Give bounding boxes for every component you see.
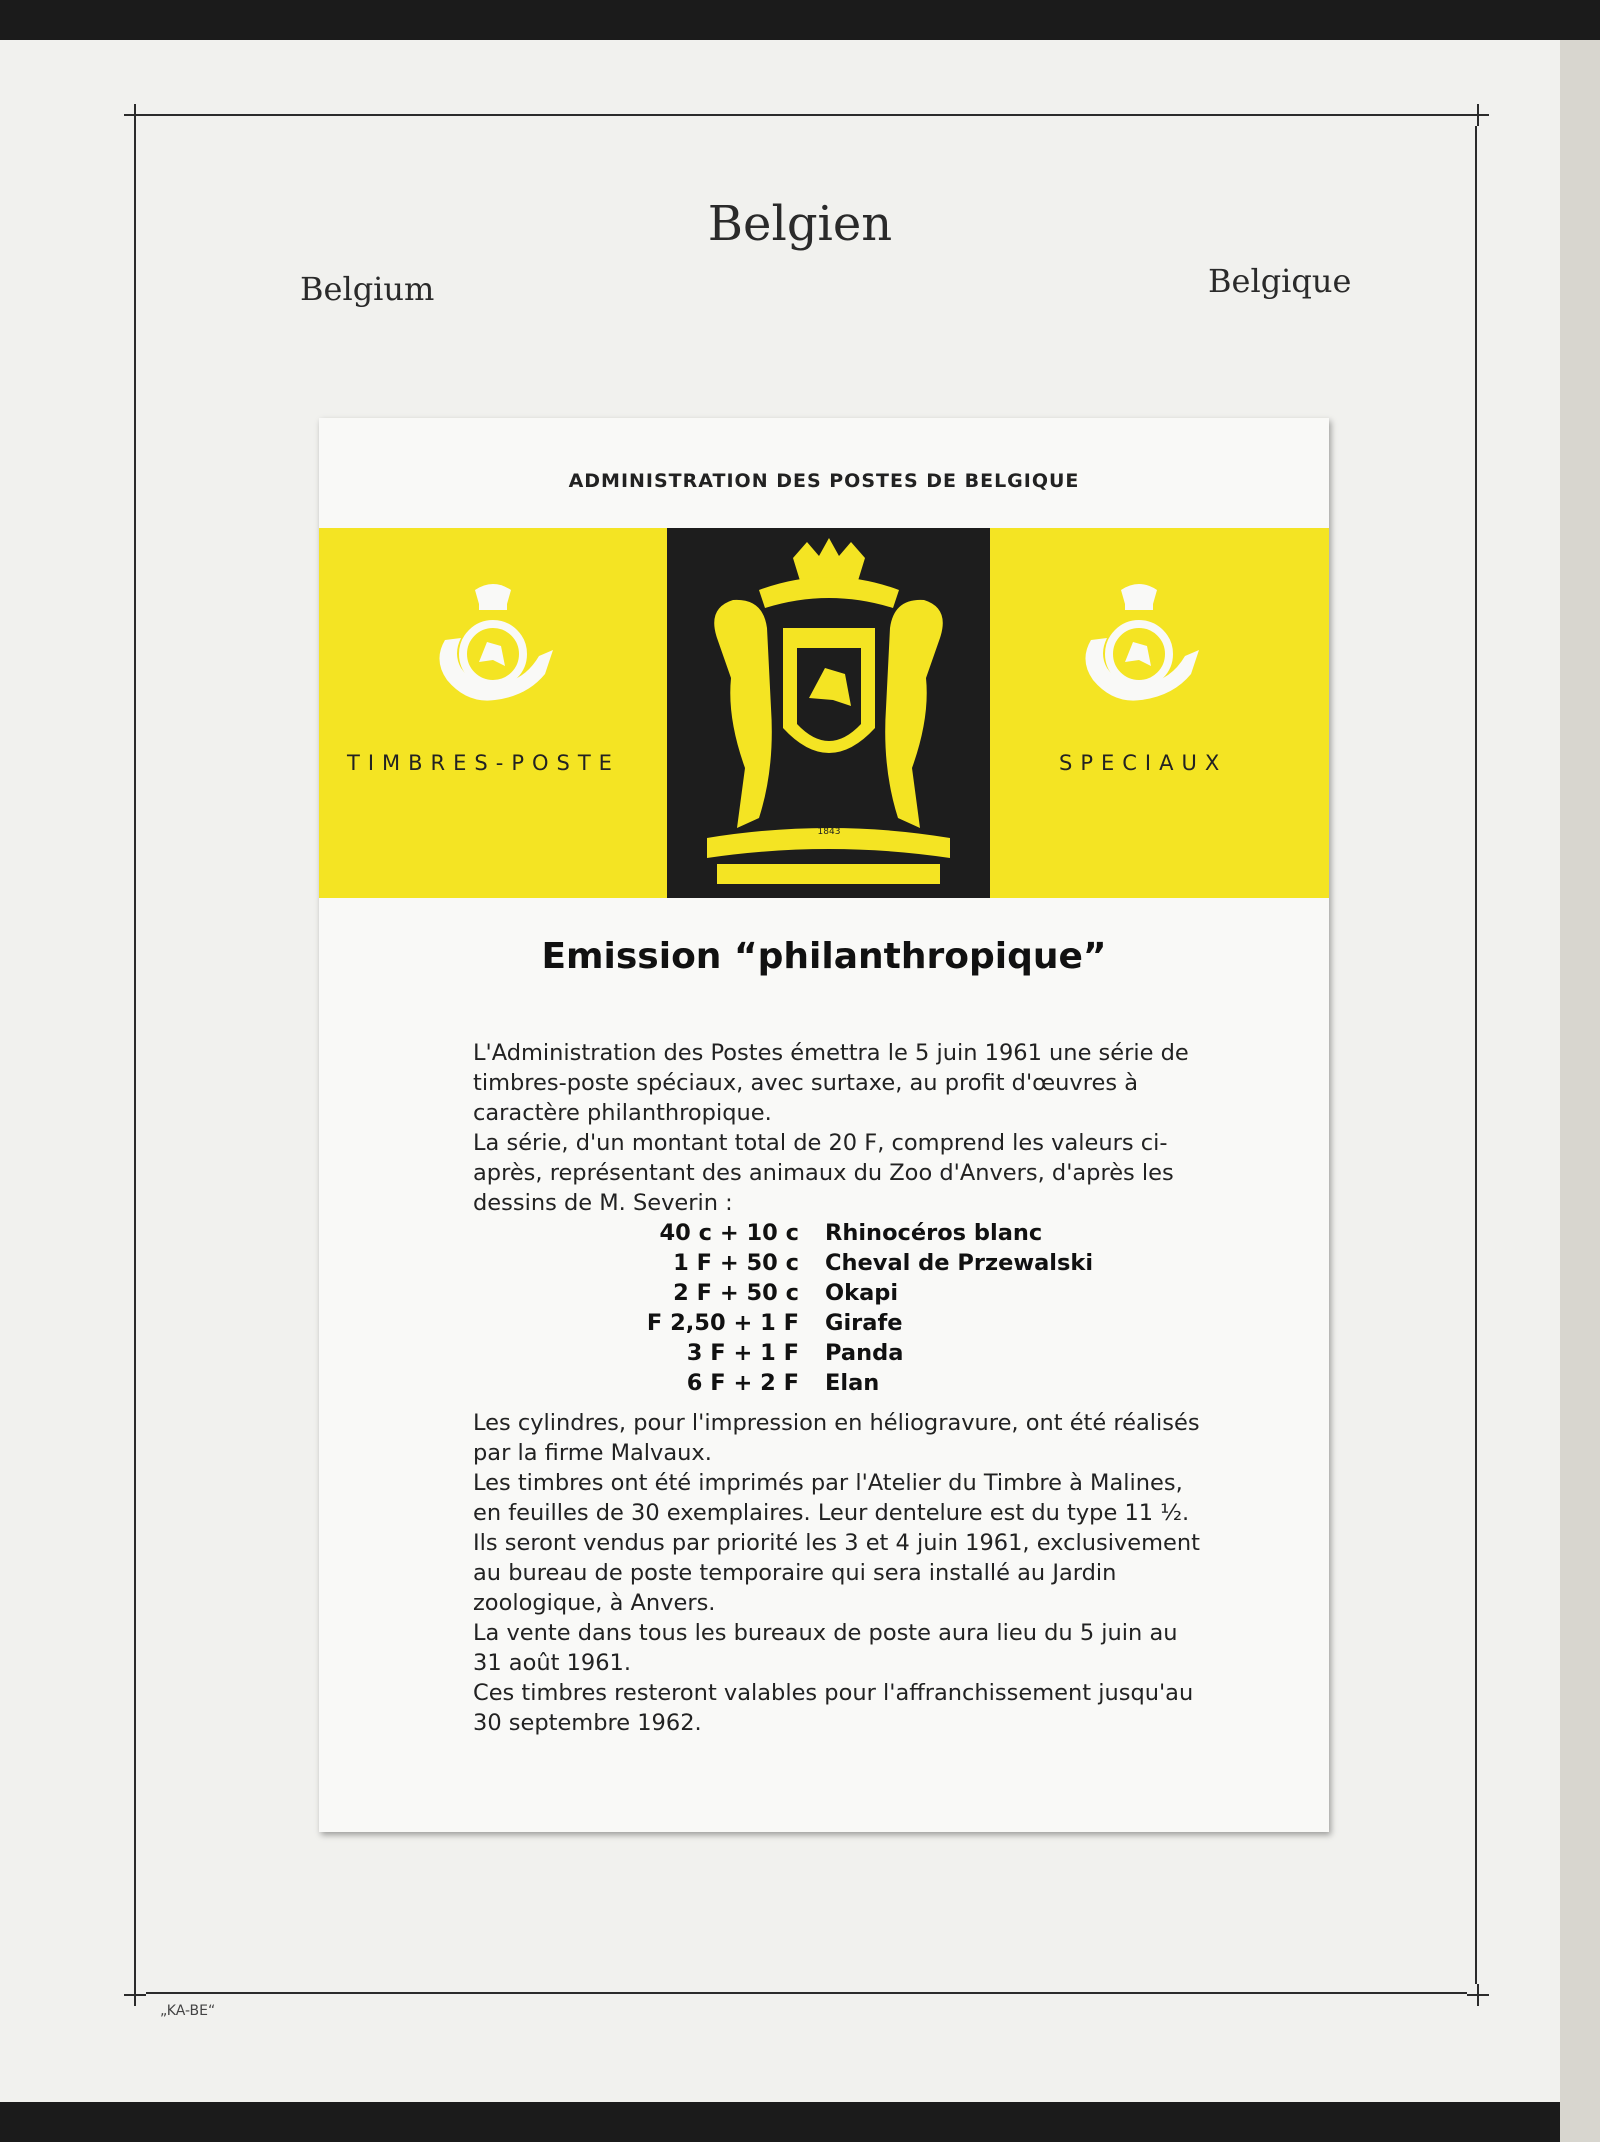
stamp-value: 40 c + 10 c [659,1220,799,1246]
detail-paragraph: La vente dans tous les bureaux de poste aura lieu du 5 juin au 31 août 1961. [473,1620,1178,1676]
intro-paragraph: L'Administration des Postes émettra le 5 juin 1961 une série de timbres-poste spéciaux, avec surtaxe, au profit d'œuvres à caractère philanthropique. [473,1040,1189,1126]
stamp-value: 6 F + 2 F [686,1370,799,1396]
table-row [599,1368,1159,1398]
posthorn-right-icon [1069,576,1209,726]
table-row [599,1248,1159,1278]
crest-panel [667,528,990,898]
band-label-right: SPECIAUX [1059,751,1228,775]
album-title: Belgien [707,196,893,252]
announcement-sheet [319,418,1329,1832]
stamp-animal: Cheval de Przewalski [825,1250,1094,1276]
detail-paragraph: Les cylindres, pour l'impression en héliogravure, ont été réalisés par la firme Malvaux. [473,1410,1200,1466]
stamp-animal: Girafe [825,1310,903,1336]
stamp-animal: Panda [825,1340,904,1366]
stamp-value: 3 F + 1 F [686,1340,799,1366]
emission-title: Emission “philanthropique” [541,936,1107,977]
stamp-value: F 2,50 + 1 F [646,1310,799,1336]
stamp-animal: Elan [825,1370,880,1396]
band-label-left: TIMBRES-POSTE [347,751,620,775]
sheet-header: ADMINISTRATION DES POSTES DE BELGIQUE [568,470,1080,492]
frame-corner-ornament [124,1984,146,2006]
frame-corner-ornament [1467,1984,1489,2006]
intro-paragraph: La série, d'un montant total de 20 F, comprend les valeurs ci-après, représentant des animaux du Zoo d'Anvers, d'après les dessins de M. Severin : [473,1130,1174,1216]
publisher-mark: „KA-BE“ [160,2003,216,2019]
detail-paragraph: Ces timbres resteront valables pour l'affranchissement jusqu'au 30 septembre 1962. [473,1680,1194,1736]
crest-year: 1843 [817,827,841,837]
frame-corner-ornament [1467,104,1489,126]
album-subtitle-french: Belgique [1208,262,1352,300]
posthorn-left-icon [423,576,563,726]
stamp-value: 2 F + 50 c [673,1280,799,1306]
table-row [599,1278,1159,1308]
table-row [599,1338,1159,1368]
detail-paragraph: Les timbres ont été imprimés par l'Atelier du Timbre à Malines, en feuilles de 30 exemplaires. Leur dentelure est du type 11 ½. [473,1470,1190,1526]
detail-paragraph: Ils seront vendus par priorité les 3 et 4 juin 1961, exclusivement au bureau de poste temporaire qui sera installé au Jardin zoologique, à Anvers. [473,1530,1200,1616]
table-row [599,1218,1159,1248]
table-row [599,1308,1159,1338]
stamp-values-table [599,1218,1159,1398]
stamp-animal: Rhinocéros blanc [825,1220,1043,1246]
frame-corner-ornament [124,104,146,126]
album-subtitle-english: Belgium [300,270,435,308]
page-edge [1560,40,1600,2142]
coat-of-arms-icon [667,528,990,898]
stamp-animal: Okapi [825,1280,899,1306]
intro-paragraphs [473,1038,1213,1218]
stamp-value: 1 F + 50 c [673,1250,799,1276]
detail-paragraphs [473,1408,1213,1738]
